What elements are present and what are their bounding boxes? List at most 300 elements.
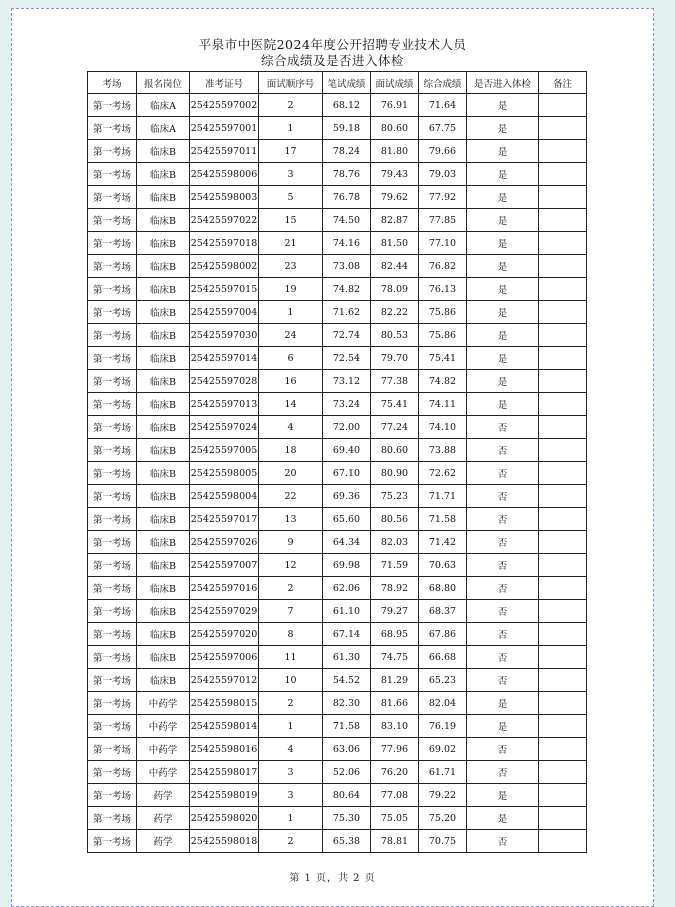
position-cell: 药学 bbox=[137, 830, 190, 853]
ticket-number-cell: 25425598014 bbox=[190, 715, 259, 738]
written-score-cell: 74.82 bbox=[323, 278, 371, 301]
exam-room-cell: 第一考场 bbox=[88, 623, 137, 646]
remarks-cell bbox=[539, 255, 587, 278]
exam-room-cell: 第一考场 bbox=[88, 347, 137, 370]
total-score-cell: 74.82 bbox=[419, 370, 467, 393]
remarks-cell bbox=[539, 439, 587, 462]
ticket-number-cell: 25425598018 bbox=[190, 830, 259, 853]
total-score-cell: 79.66 bbox=[419, 140, 467, 163]
written-score-cell: 73.24 bbox=[323, 393, 371, 416]
total-score-cell: 82.04 bbox=[419, 692, 467, 715]
table-row bbox=[88, 669, 587, 692]
ticket-number-cell: 25425597002 bbox=[190, 94, 259, 117]
remarks-cell bbox=[539, 715, 587, 738]
table-header-row bbox=[88, 72, 587, 94]
interview-score-cell: 77.96 bbox=[371, 738, 419, 761]
total-score-cell: 70.63 bbox=[419, 554, 467, 577]
position-cell: 临床B bbox=[137, 554, 190, 577]
ticket-number-cell: 25425598006 bbox=[190, 163, 259, 186]
total-score-cell: 66.68 bbox=[419, 646, 467, 669]
interview-score-cell: 81.80 bbox=[371, 140, 419, 163]
position-cell: 临床B bbox=[137, 163, 190, 186]
interview-order-cell: 15 bbox=[259, 209, 323, 232]
remarks-cell bbox=[539, 554, 587, 577]
physical-exam-cell: 否 bbox=[467, 577, 539, 600]
interview-score-cell: 80.56 bbox=[371, 508, 419, 531]
exam-room-cell: 第一考场 bbox=[88, 255, 137, 278]
total-score-cell: 75.20 bbox=[419, 807, 467, 830]
physical-exam-cell: 否 bbox=[467, 600, 539, 623]
written-score-cell: 62.06 bbox=[323, 577, 371, 600]
ticket-number-cell: 25425597028 bbox=[190, 370, 259, 393]
written-score-cell: 65.38 bbox=[323, 830, 371, 853]
exam-room-cell: 第一考场 bbox=[88, 508, 137, 531]
table-row bbox=[88, 646, 587, 669]
physical-exam-cell: 否 bbox=[467, 508, 539, 531]
ticket-number-cell: 25425597013 bbox=[190, 393, 259, 416]
interview-score-cell: 80.53 bbox=[371, 324, 419, 347]
table-row bbox=[88, 577, 587, 600]
written-score-cell: 72.00 bbox=[323, 416, 371, 439]
position-cell: 临床B bbox=[137, 186, 190, 209]
remarks-cell bbox=[539, 163, 587, 186]
interview-order-cell: 24 bbox=[259, 324, 323, 347]
position-cell: 临床B bbox=[137, 347, 190, 370]
interview-score-cell: 82.22 bbox=[371, 301, 419, 324]
remarks-cell bbox=[539, 692, 587, 715]
ticket-number-cell: 25425597001 bbox=[190, 117, 259, 140]
physical-exam-cell: 否 bbox=[467, 646, 539, 669]
position-cell: 临床B bbox=[137, 577, 190, 600]
ticket-number-cell: 25425598020 bbox=[190, 807, 259, 830]
interview-order-cell: 18 bbox=[259, 439, 323, 462]
ticket-number-cell: 25425597030 bbox=[190, 324, 259, 347]
exam-room-cell: 第一考场 bbox=[88, 393, 137, 416]
header-interview-order: 面试顺序号 bbox=[259, 72, 323, 94]
ticket-number-cell: 25425597005 bbox=[190, 439, 259, 462]
interview-order-cell: 6 bbox=[259, 347, 323, 370]
exam-room-cell: 第一考场 bbox=[88, 554, 137, 577]
interview-order-cell: 7 bbox=[259, 600, 323, 623]
table-row bbox=[88, 347, 587, 370]
written-score-cell: 54.52 bbox=[323, 669, 371, 692]
table-row bbox=[88, 715, 587, 738]
remarks-cell bbox=[539, 347, 587, 370]
table-row bbox=[88, 416, 587, 439]
ticket-number-cell: 25425597007 bbox=[190, 554, 259, 577]
interview-score-cell: 77.24 bbox=[371, 416, 419, 439]
exam-room-cell: 第一考场 bbox=[88, 646, 137, 669]
remarks-cell bbox=[539, 232, 587, 255]
position-cell: 临床B bbox=[137, 370, 190, 393]
physical-exam-cell: 否 bbox=[467, 439, 539, 462]
table-row bbox=[88, 324, 587, 347]
interview-score-cell: 77.38 bbox=[371, 370, 419, 393]
total-score-cell: 67.86 bbox=[419, 623, 467, 646]
ticket-number-cell: 25425597012 bbox=[190, 669, 259, 692]
document-subtitle: 综合成绩及是否进入体检 bbox=[260, 53, 404, 68]
exam-room-cell: 第一考场 bbox=[88, 324, 137, 347]
position-cell: 临床B bbox=[137, 393, 190, 416]
physical-exam-cell: 是 bbox=[467, 232, 539, 255]
position-cell: 临床B bbox=[137, 646, 190, 669]
position-cell: 临床B bbox=[137, 531, 190, 554]
remarks-cell bbox=[539, 830, 587, 853]
interview-score-cell: 79.27 bbox=[371, 600, 419, 623]
ticket-number-cell: 25425597015 bbox=[190, 278, 259, 301]
ticket-number-cell: 25425597022 bbox=[190, 209, 259, 232]
exam-room-cell: 第一考场 bbox=[88, 761, 137, 784]
physical-exam-cell: 是 bbox=[467, 370, 539, 393]
table-row bbox=[88, 462, 587, 485]
header-total-score: 综合成绩 bbox=[419, 72, 467, 94]
table-row bbox=[88, 439, 587, 462]
interview-order-cell: 3 bbox=[259, 761, 323, 784]
interview-order-cell: 3 bbox=[259, 784, 323, 807]
interview-order-cell: 22 bbox=[259, 485, 323, 508]
document-page bbox=[11, 8, 654, 907]
physical-exam-cell: 是 bbox=[467, 94, 539, 117]
total-score-cell: 75.86 bbox=[419, 324, 467, 347]
remarks-cell bbox=[539, 117, 587, 140]
written-score-cell: 82.30 bbox=[323, 692, 371, 715]
interview-score-cell: 79.43 bbox=[371, 163, 419, 186]
remarks-cell bbox=[539, 646, 587, 669]
interview-order-cell: 8 bbox=[259, 623, 323, 646]
table-row bbox=[88, 554, 587, 577]
ticket-number-cell: 25425597004 bbox=[190, 301, 259, 324]
physical-exam-cell: 否 bbox=[467, 462, 539, 485]
exam-room-cell: 第一考场 bbox=[88, 94, 137, 117]
table-row bbox=[88, 94, 587, 117]
interview-order-cell: 11 bbox=[259, 646, 323, 669]
table-row bbox=[88, 186, 587, 209]
total-score-cell: 68.80 bbox=[419, 577, 467, 600]
written-score-cell: 59.18 bbox=[323, 117, 371, 140]
physical-exam-cell: 否 bbox=[467, 485, 539, 508]
remarks-cell bbox=[539, 278, 587, 301]
total-score-cell: 72.62 bbox=[419, 462, 467, 485]
total-score-cell: 76.13 bbox=[419, 278, 467, 301]
remarks-cell bbox=[539, 485, 587, 508]
header-written-score: 笔试成绩 bbox=[323, 72, 371, 94]
interview-order-cell: 2 bbox=[259, 830, 323, 853]
table-row bbox=[88, 600, 587, 623]
total-score-cell: 75.41 bbox=[419, 347, 467, 370]
remarks-cell bbox=[539, 623, 587, 646]
table-row bbox=[88, 508, 587, 531]
interview-order-cell: 1 bbox=[259, 301, 323, 324]
interview-score-cell: 71.59 bbox=[371, 554, 419, 577]
written-score-cell: 69.36 bbox=[323, 485, 371, 508]
total-score-cell: 68.37 bbox=[419, 600, 467, 623]
remarks-cell bbox=[539, 600, 587, 623]
physical-exam-cell: 否 bbox=[467, 669, 539, 692]
exam-room-cell: 第一考场 bbox=[88, 807, 137, 830]
interview-order-cell: 10 bbox=[259, 669, 323, 692]
remarks-cell bbox=[539, 94, 587, 117]
page-footer: 第 1 页，共 2 页 bbox=[289, 873, 376, 884]
physical-exam-cell: 是 bbox=[467, 140, 539, 163]
written-score-cell: 78.76 bbox=[323, 163, 371, 186]
remarks-cell bbox=[539, 370, 587, 393]
physical-exam-cell: 是 bbox=[467, 393, 539, 416]
interview-score-cell: 75.05 bbox=[371, 807, 419, 830]
remarks-cell bbox=[539, 324, 587, 347]
exam-room-cell: 第一考场 bbox=[88, 370, 137, 393]
exam-room-cell: 第一考场 bbox=[88, 669, 137, 692]
position-cell: 中药学 bbox=[137, 761, 190, 784]
exam-room-cell: 第一考场 bbox=[88, 301, 137, 324]
written-score-cell: 61.30 bbox=[323, 646, 371, 669]
interview-order-cell: 23 bbox=[259, 255, 323, 278]
exam-room-cell: 第一考场 bbox=[88, 117, 137, 140]
interview-order-cell: 2 bbox=[259, 94, 323, 117]
table-row bbox=[88, 761, 587, 784]
exam-room-cell: 第一考场 bbox=[88, 462, 137, 485]
interview-score-cell: 76.20 bbox=[371, 761, 419, 784]
table-row bbox=[88, 830, 587, 853]
exam-room-cell: 第一考场 bbox=[88, 738, 137, 761]
written-score-cell: 52.06 bbox=[323, 761, 371, 784]
table-row bbox=[88, 163, 587, 186]
physical-exam-cell: 否 bbox=[467, 830, 539, 853]
header-ticket-number: 准考证号 bbox=[190, 72, 259, 94]
total-score-cell: 69.02 bbox=[419, 738, 467, 761]
total-score-cell: 75.86 bbox=[419, 301, 467, 324]
interview-score-cell: 81.66 bbox=[371, 692, 419, 715]
ticket-number-cell: 25425597014 bbox=[190, 347, 259, 370]
interview-score-cell: 79.62 bbox=[371, 186, 419, 209]
physical-exam-cell: 是 bbox=[467, 301, 539, 324]
table-row bbox=[88, 784, 587, 807]
written-score-cell: 73.08 bbox=[323, 255, 371, 278]
total-score-cell: 71.42 bbox=[419, 531, 467, 554]
position-cell: 中药学 bbox=[137, 738, 190, 761]
table-row bbox=[88, 255, 587, 278]
header-remarks: 备注 bbox=[539, 72, 587, 94]
ticket-number-cell: 25425597016 bbox=[190, 577, 259, 600]
interview-order-cell: 12 bbox=[259, 554, 323, 577]
interview-score-cell: 82.03 bbox=[371, 531, 419, 554]
physical-exam-cell: 是 bbox=[467, 692, 539, 715]
position-cell: 临床B bbox=[137, 232, 190, 255]
written-score-cell: 71.58 bbox=[323, 715, 371, 738]
remarks-cell bbox=[539, 738, 587, 761]
interview-order-cell: 1 bbox=[259, 807, 323, 830]
physical-exam-cell: 否 bbox=[467, 761, 539, 784]
position-cell: 临床B bbox=[137, 278, 190, 301]
interview-order-cell: 13 bbox=[259, 508, 323, 531]
exam-room-cell: 第一考场 bbox=[88, 830, 137, 853]
position-cell: 临床A bbox=[137, 94, 190, 117]
exam-room-cell: 第一考场 bbox=[88, 784, 137, 807]
position-cell: 临床B bbox=[137, 439, 190, 462]
interview-order-cell: 16 bbox=[259, 370, 323, 393]
ticket-number-cell: 25425598004 bbox=[190, 485, 259, 508]
table-row bbox=[88, 209, 587, 232]
interview-order-cell: 21 bbox=[259, 232, 323, 255]
ticket-number-cell: 25425598005 bbox=[190, 462, 259, 485]
interview-score-cell: 80.60 bbox=[371, 117, 419, 140]
exam-room-cell: 第一考场 bbox=[88, 577, 137, 600]
interview-order-cell: 2 bbox=[259, 577, 323, 600]
total-score-cell: 70.75 bbox=[419, 830, 467, 853]
written-score-cell: 74.16 bbox=[323, 232, 371, 255]
table-row bbox=[88, 623, 587, 646]
interview-order-cell: 19 bbox=[259, 278, 323, 301]
position-cell: 药学 bbox=[137, 807, 190, 830]
position-cell: 临床B bbox=[137, 462, 190, 485]
written-score-cell: 69.98 bbox=[323, 554, 371, 577]
total-score-cell: 77.92 bbox=[419, 186, 467, 209]
remarks-cell bbox=[539, 531, 587, 554]
interview-order-cell: 4 bbox=[259, 416, 323, 439]
written-score-cell: 76.78 bbox=[323, 186, 371, 209]
interview-score-cell: 76.91 bbox=[371, 94, 419, 117]
total-score-cell: 76.82 bbox=[419, 255, 467, 278]
header-physical-exam: 是否进入体检 bbox=[467, 72, 539, 94]
exam-room-cell: 第一考场 bbox=[88, 416, 137, 439]
position-cell: 临床A bbox=[137, 117, 190, 140]
remarks-cell bbox=[539, 186, 587, 209]
physical-exam-cell: 否 bbox=[467, 554, 539, 577]
interview-order-cell: 2 bbox=[259, 692, 323, 715]
position-cell: 临床B bbox=[137, 324, 190, 347]
header-exam-room: 考场 bbox=[88, 72, 137, 94]
total-score-cell: 79.03 bbox=[419, 163, 467, 186]
physical-exam-cell: 否 bbox=[467, 623, 539, 646]
remarks-cell bbox=[539, 393, 587, 416]
total-score-cell: 65.23 bbox=[419, 669, 467, 692]
remarks-cell bbox=[539, 301, 587, 324]
exam-room-cell: 第一考场 bbox=[88, 209, 137, 232]
remarks-cell bbox=[539, 209, 587, 232]
interview-score-cell: 75.23 bbox=[371, 485, 419, 508]
written-score-cell: 69.40 bbox=[323, 439, 371, 462]
interview-order-cell: 14 bbox=[259, 393, 323, 416]
interview-score-cell: 75.41 bbox=[371, 393, 419, 416]
table-row bbox=[88, 370, 587, 393]
remarks-cell bbox=[539, 416, 587, 439]
table-row bbox=[88, 692, 587, 715]
table-row bbox=[88, 117, 587, 140]
written-score-cell: 68.12 bbox=[323, 94, 371, 117]
position-cell: 临床B bbox=[137, 485, 190, 508]
remarks-cell bbox=[539, 577, 587, 600]
position-cell: 临床B bbox=[137, 623, 190, 646]
position-cell: 临床B bbox=[137, 600, 190, 623]
interview-score-cell: 79.70 bbox=[371, 347, 419, 370]
ticket-number-cell: 25425597017 bbox=[190, 508, 259, 531]
ticket-number-cell: 25425597011 bbox=[190, 140, 259, 163]
table-row bbox=[88, 807, 587, 830]
ticket-number-cell: 25425597020 bbox=[190, 623, 259, 646]
header-position: 报名岗位 bbox=[137, 72, 190, 94]
remarks-cell bbox=[539, 784, 587, 807]
written-score-cell: 72.54 bbox=[323, 347, 371, 370]
interview-order-cell: 20 bbox=[259, 462, 323, 485]
written-score-cell: 74.50 bbox=[323, 209, 371, 232]
ticket-number-cell: 25425598017 bbox=[190, 761, 259, 784]
ticket-number-cell: 25425597018 bbox=[190, 232, 259, 255]
remarks-cell bbox=[539, 462, 587, 485]
written-score-cell: 73.12 bbox=[323, 370, 371, 393]
exam-room-cell: 第一考场 bbox=[88, 163, 137, 186]
written-score-cell: 80.64 bbox=[323, 784, 371, 807]
ticket-number-cell: 25425597024 bbox=[190, 416, 259, 439]
interview-score-cell: 81.29 bbox=[371, 669, 419, 692]
total-score-cell: 74.10 bbox=[419, 416, 467, 439]
interview-order-cell: 5 bbox=[259, 186, 323, 209]
interview-order-cell: 4 bbox=[259, 738, 323, 761]
total-score-cell: 76.19 bbox=[419, 715, 467, 738]
written-score-cell: 67.10 bbox=[323, 462, 371, 485]
physical-exam-cell: 否 bbox=[467, 738, 539, 761]
position-cell: 临床B bbox=[137, 508, 190, 531]
table-row bbox=[88, 301, 587, 324]
remarks-cell bbox=[539, 807, 587, 830]
position-cell: 临床B bbox=[137, 140, 190, 163]
written-score-cell: 71.62 bbox=[323, 301, 371, 324]
remarks-cell bbox=[539, 508, 587, 531]
physical-exam-cell: 否 bbox=[467, 531, 539, 554]
interview-order-cell: 9 bbox=[259, 531, 323, 554]
interview-order-cell: 3 bbox=[259, 163, 323, 186]
ticket-number-cell: 25425597029 bbox=[190, 600, 259, 623]
table-row bbox=[88, 393, 587, 416]
exam-room-cell: 第一考场 bbox=[88, 715, 137, 738]
position-cell: 临床B bbox=[137, 669, 190, 692]
remarks-cell bbox=[539, 761, 587, 784]
physical-exam-cell: 是 bbox=[467, 163, 539, 186]
written-score-cell: 64.34 bbox=[323, 531, 371, 554]
table-body bbox=[88, 94, 587, 853]
physical-exam-cell: 是 bbox=[467, 278, 539, 301]
physical-exam-cell: 是 bbox=[467, 209, 539, 232]
exam-room-cell: 第一考场 bbox=[88, 140, 137, 163]
exam-room-cell: 第一考场 bbox=[88, 186, 137, 209]
document-title: 平泉市中医院2024年度公开招聘专业技术人员 bbox=[198, 37, 467, 52]
written-score-cell: 78.24 bbox=[323, 140, 371, 163]
position-cell: 临床B bbox=[137, 255, 190, 278]
position-cell: 中药学 bbox=[137, 715, 190, 738]
table-row bbox=[88, 531, 587, 554]
physical-exam-cell: 是 bbox=[467, 784, 539, 807]
physical-exam-cell: 是 bbox=[467, 186, 539, 209]
ticket-number-cell: 25425598003 bbox=[190, 186, 259, 209]
interview-score-cell: 80.60 bbox=[371, 439, 419, 462]
exam-room-cell: 第一考场 bbox=[88, 278, 137, 301]
interview-order-cell: 1 bbox=[259, 715, 323, 738]
table-row bbox=[88, 232, 587, 255]
interview-score-cell: 82.87 bbox=[371, 209, 419, 232]
physical-exam-cell: 是 bbox=[467, 324, 539, 347]
exam-room-cell: 第一考场 bbox=[88, 600, 137, 623]
position-cell: 临床B bbox=[137, 416, 190, 439]
interview-score-cell: 74.75 bbox=[371, 646, 419, 669]
interview-score-cell: 78.92 bbox=[371, 577, 419, 600]
interview-order-cell: 17 bbox=[259, 140, 323, 163]
header-interview-score: 面试成绩 bbox=[371, 72, 419, 94]
interview-score-cell: 78.81 bbox=[371, 830, 419, 853]
physical-exam-cell: 是 bbox=[467, 807, 539, 830]
total-score-cell: 79.22 bbox=[419, 784, 467, 807]
interview-score-cell: 82.44 bbox=[371, 255, 419, 278]
total-score-cell: 61.71 bbox=[419, 761, 467, 784]
total-score-cell: 67.75 bbox=[419, 117, 467, 140]
table-row bbox=[88, 140, 587, 163]
